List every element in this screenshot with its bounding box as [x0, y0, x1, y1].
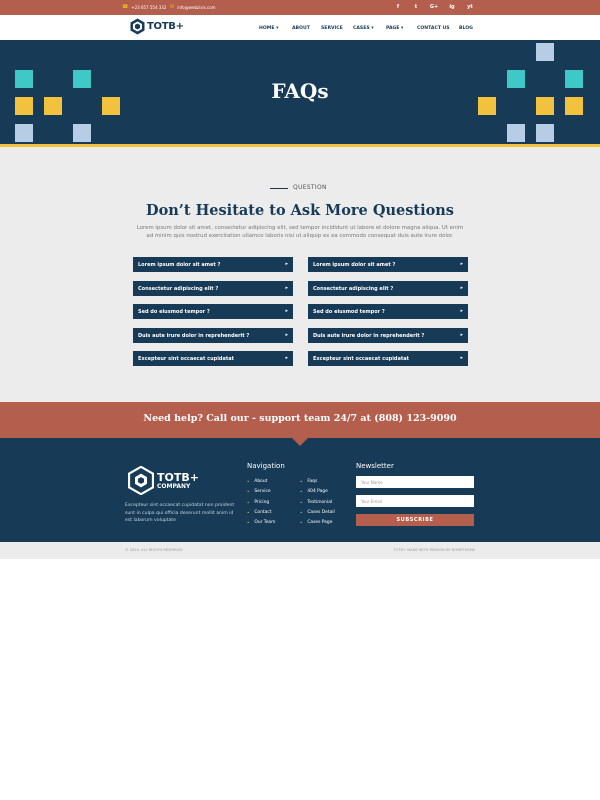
- chevron-right-icon: ▸: [285, 285, 288, 291]
- footer-link-label: Cases Detail: [307, 510, 335, 515]
- footer-link[interactable]: [300, 500, 332, 505]
- footer-link-label: Pricing: [254, 500, 270, 505]
- footer-link[interactable]: [300, 479, 317, 484]
- faq-description: Lorem ipsum dolor sit amet, consectetur adipiscing elit, sed tempor incididunt ut labore et dolore magna aliqua. Ut enim ad minim quis nostrud exercitation ullamco laboris nisi ut aliquip ex ea commodo consequat duis aute irure dolor.: [136, 225, 464, 239]
- email-contact[interactable]: [170, 5, 216, 10]
- footer-link[interactable]: [247, 510, 271, 515]
- cta-pointer: [291, 437, 309, 446]
- newsletter-name-input[interactable]: Your Name: [356, 476, 474, 488]
- footer-logo[interactable]: [128, 466, 199, 495]
- footer-link-label: Contact: [254, 510, 272, 515]
- youtube-icon[interactable]: yt: [467, 4, 473, 10]
- faq-question: Excepteur sint occaecat cupidatat: [313, 355, 410, 362]
- faq-question: Lorem ipsum dolor sit amet ?: [138, 261, 221, 268]
- footer-link[interactable]: [300, 489, 328, 494]
- footer-description: Excepteur sint occaecat cupidatat non proident sunt in culpa qui officia deserunt mollit anim id est laborum voluptate: [125, 503, 235, 523]
- faq-question: Duis aute irure dolor in reprehenderit ?: [313, 332, 425, 339]
- faq-question: Sed do eiusmod tempor ?: [313, 308, 385, 315]
- faq-question: Excepteur sint occaecat cupidatat: [138, 355, 235, 362]
- bullet-icon: •: [247, 479, 250, 484]
- faq-question: Duis aute irure dolor in reprehenderit ?: [138, 332, 250, 339]
- faq-item[interactable]: [308, 281, 468, 296]
- credit-text: TOTB+ MADE WITH PASSION BY ROMETHEME: [393, 548, 475, 552]
- bullet-icon: •: [247, 510, 250, 515]
- bullet-icon: •: [300, 510, 303, 515]
- decor-square: [73, 124, 91, 142]
- eyebrow-line: [270, 188, 288, 189]
- facebook-icon[interactable]: f: [396, 4, 400, 10]
- faq-item[interactable]: [133, 281, 293, 296]
- footer-logo-subtitle: COMPANY: [157, 482, 191, 490]
- faq-item[interactable]: [133, 257, 293, 272]
- footer-logo-text: [157, 472, 199, 490]
- nav-home[interactable]: HOME ▾: [259, 26, 279, 31]
- footer-nav-heading: Navigation: [247, 462, 285, 470]
- footer-link-label: Testimonial: [307, 500, 333, 505]
- bullet-icon: •: [300, 520, 303, 525]
- footer-link[interactable]: [247, 489, 271, 494]
- email-address: info@webzixis.com: [177, 5, 216, 10]
- faq-item[interactable]: [308, 257, 468, 272]
- section-eyebrow: QUESTION: [293, 184, 327, 191]
- nav-about[interactable]: ABOUT: [292, 26, 310, 31]
- copyright-text: © 2020. ALL RIGHTS RESERVED: [125, 548, 183, 552]
- footer-link-label: 404 Page: [307, 489, 328, 494]
- support-cta-text: Need help? Call our - support team 24/7 at (808) 123-9090: [143, 413, 457, 424]
- phone-number: +23 657 554 332: [131, 5, 167, 10]
- faq-question: Consectetur adipiscing elit ?: [313, 285, 394, 292]
- chevron-right-icon: ▸: [285, 261, 288, 267]
- faq-item[interactable]: [308, 328, 468, 343]
- phone-icon: ☎: [122, 4, 129, 10]
- chevron-right-icon: ▸: [285, 308, 288, 314]
- faq-item[interactable]: [308, 351, 468, 366]
- footer-link-label: Service: [254, 489, 271, 494]
- faq-item[interactable]: [308, 304, 468, 319]
- hexagon-logo-icon: [130, 18, 145, 35]
- footer-link-label: About: [254, 479, 268, 484]
- chevron-right-icon: ▸: [460, 261, 463, 267]
- twitter-icon[interactable]: t: [414, 4, 418, 10]
- decor-square: [536, 43, 554, 61]
- faq-question: Sed do eiusmod tempor ?: [138, 308, 210, 315]
- bullet-icon: •: [247, 489, 250, 494]
- faq-question: Consectetur adipiscing elit ?: [138, 285, 219, 292]
- footer-link[interactable]: [247, 520, 275, 525]
- newsletter-email-input[interactable]: Your Email: [356, 495, 474, 507]
- instagram-icon[interactable]: ig: [449, 4, 455, 10]
- decor-square: [507, 124, 525, 142]
- social-links: [394, 3, 474, 11]
- decor-square: [536, 124, 554, 142]
- subscribe-button[interactable]: SUBSCRIBE: [356, 514, 474, 526]
- chevron-right-icon: ▸: [460, 308, 463, 314]
- nav-cases[interactable]: CASES ▾: [353, 26, 374, 31]
- nav-contact-us[interactable]: CONTACT US: [417, 26, 450, 31]
- newsletter-heading: Newsletter: [356, 462, 394, 470]
- nav-page[interactable]: PAGE ▾: [386, 26, 404, 31]
- footer-logo-title: TOTB+: [157, 470, 199, 484]
- bullet-icon: •: [300, 479, 303, 484]
- footer-link-label: Cases Page: [307, 520, 333, 525]
- chevron-right-icon: ▸: [460, 285, 463, 291]
- nav-home-label: HOME: [259, 26, 275, 31]
- faq-item[interactable]: [133, 304, 293, 319]
- hexagon-logo-icon: [128, 466, 154, 495]
- bullet-icon: •: [300, 489, 303, 494]
- chevron-right-icon: ▸: [460, 332, 463, 338]
- chevron-right-icon: ▸: [285, 355, 288, 361]
- google-plus-icon[interactable]: G+: [429, 4, 439, 10]
- nav-page-label: PAGE: [386, 26, 400, 31]
- top-bar: [0, 0, 600, 15]
- bullet-icon: •: [247, 500, 250, 505]
- logo-text: TOTB+: [147, 21, 184, 32]
- decor-square: [15, 124, 33, 142]
- footer-link-label: Faqs: [307, 479, 318, 484]
- footer-link[interactable]: [300, 520, 332, 525]
- nav-blog[interactable]: BLOG: [459, 26, 473, 31]
- bullet-icon: •: [247, 520, 250, 525]
- footer-link[interactable]: [247, 479, 267, 484]
- nav-cases-label: CASES: [353, 26, 370, 31]
- faq-question: Lorem ipsum dolor sit amet ?: [313, 261, 396, 268]
- mail-icon: ✉: [170, 4, 175, 10]
- copyright-bar: [0, 542, 600, 559]
- bullet-icon: •: [300, 500, 303, 505]
- faq-item[interactable]: [133, 328, 293, 343]
- footer-link-label: Our Team: [254, 520, 276, 525]
- chevron-right-icon: ▸: [460, 355, 463, 361]
- faq-heading: Don’t Hesitate to Ask More Questions: [146, 202, 454, 219]
- page-title: FAQs: [271, 79, 329, 103]
- phone-contact[interactable]: [122, 5, 166, 10]
- footer-link[interactable]: [300, 510, 335, 515]
- chevron-right-icon: ▸: [285, 332, 288, 338]
- faq-item[interactable]: [133, 351, 293, 366]
- site-logo[interactable]: [130, 18, 184, 35]
- nav-service[interactable]: SERVICE: [321, 26, 343, 31]
- footer-link[interactable]: [247, 500, 269, 505]
